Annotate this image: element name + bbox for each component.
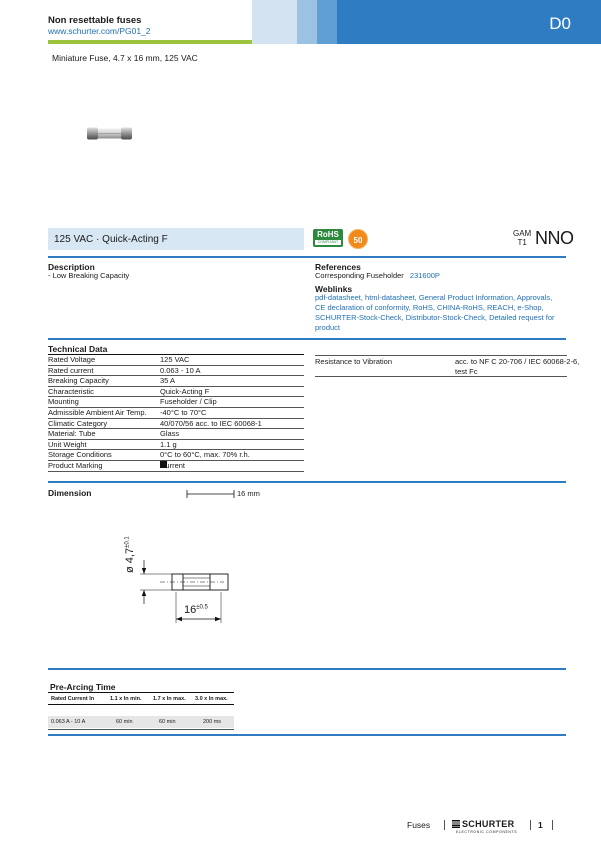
table-row (48, 461, 304, 472)
column-header: 3.0 x In max. (195, 696, 228, 702)
table-row (48, 419, 304, 430)
column-header: Rated Current In (51, 696, 95, 702)
section-divider (48, 256, 566, 258)
rohs-sub-label: COMPLIANT (315, 240, 341, 245)
table-value: 35 A (160, 376, 176, 386)
vibration-row (315, 355, 580, 377)
diameter-label (124, 536, 136, 573)
vibration-value-line1: acc. to NF C 20-706 / IEC 60068-2-6, (455, 357, 580, 366)
brand-name: SCHURTER (462, 819, 515, 829)
section-divider (48, 734, 566, 736)
table-bottom-rule (48, 729, 234, 730)
scale-bar (186, 489, 236, 499)
table-row (48, 440, 304, 451)
product-group-link[interactable]: www.schurter.com/PG01_2 (48, 26, 151, 36)
table-value: -40°C to 70°C (160, 408, 207, 417)
table-key: Mounting (48, 397, 79, 407)
table-value: 1.1 g (160, 439, 177, 449)
header-band (297, 0, 317, 44)
table-key: Storage Conditions (48, 450, 112, 460)
reference-label: Corresponding Fuseholder (315, 271, 404, 280)
table-row (48, 408, 304, 419)
fuseholder-link[interactable]: 231600P (409, 271, 440, 280)
schurter-logo (452, 819, 514, 829)
footer-category: Fuses (407, 820, 431, 830)
section-divider (48, 338, 566, 340)
description-heading: Description (48, 262, 95, 272)
table-key: Admissible Ambient Air Temp. (48, 408, 147, 417)
table-row (48, 429, 304, 440)
header-band (317, 0, 337, 44)
scale-label: 16 mm (237, 489, 260, 498)
fuse-dimension-drawing (120, 548, 230, 628)
table-key: Rated current (48, 365, 94, 375)
footer-separator (552, 820, 553, 830)
weblinks-line[interactable]: CE declaration of conformity, RoHS, CHINA-RoHS, REACH, e-Shop, (315, 303, 544, 312)
table-row (48, 376, 304, 387)
table-cell: 200 ms (203, 719, 222, 725)
table-value: 0.063 - 10 A (160, 365, 201, 375)
china-rohs-label: 50 (353, 236, 363, 245)
fuse-product-image (87, 127, 132, 140)
marking-text: Current (160, 461, 186, 470)
table-value: Fuseholder / Clip (160, 397, 217, 407)
table-key: Material: Tube (48, 429, 96, 439)
table-row (48, 450, 304, 461)
product-code: D0 (549, 14, 571, 33)
brand-subtitle: ELECTRONIC COMPONENTS (456, 830, 518, 834)
table-key: Product Marking (48, 461, 103, 470)
dimension-heading: Dimension (48, 488, 92, 498)
header-band (252, 0, 297, 44)
table-key: Climatic Category (48, 418, 108, 428)
table-row (48, 355, 304, 366)
weblinks-line[interactable]: product (315, 323, 341, 332)
table-cell: 60 min (159, 719, 176, 725)
page-number: 1 (538, 820, 543, 830)
table-row (48, 716, 234, 728)
reference-row (315, 271, 440, 281)
description-item: - Low Breaking Capacity (48, 271, 130, 280)
weblinks-line[interactable]: pdf-datasheet, html-datasheet, General Product Information, Approvals, (315, 293, 553, 302)
references-heading: References (315, 262, 361, 272)
pre-arcing-heading: Pre-Arcing Time (50, 682, 116, 692)
vibration-key: Resistance to Vibration (315, 357, 392, 366)
pre-arcing-header-row (48, 692, 234, 705)
table-value: 125 VAC (160, 355, 190, 364)
table-key: Unit Weight (48, 439, 87, 449)
diameter-value: ø 4,7 (124, 547, 136, 573)
table-row (48, 366, 304, 377)
schurter-logo-icon (452, 820, 460, 828)
nno-marking: NNO (535, 228, 574, 248)
diameter-tolerance: ±0.1 (124, 536, 131, 548)
rohs-compliant-icon (313, 229, 343, 247)
section-divider (48, 668, 566, 670)
technical-data-heading: Technical Data (48, 344, 108, 354)
table-cell: 0.063 A - 10 A (51, 719, 86, 725)
column-header: 1.7 x In max. (153, 696, 186, 702)
weblinks-heading: Weblinks (315, 284, 353, 294)
length-value: 16 (184, 604, 197, 616)
table-key: Rated Voltage (48, 355, 96, 364)
length-tolerance: ±0.5 (196, 604, 208, 611)
t1-label: T1 (517, 238, 527, 247)
gam-t1-marking (513, 229, 531, 247)
vibration-value-line2: test Fc (455, 367, 478, 376)
table-key: Breaking Capacity (48, 376, 109, 386)
section-divider (48, 481, 566, 483)
table-key: Characteristic (48, 386, 94, 396)
column-header: 1.1 x In min. (110, 696, 142, 702)
rating-text: 125 VAC · Quick-Acting F (54, 234, 168, 245)
footer-separator (530, 820, 531, 830)
document-category-title: Non resettable fuses (48, 15, 142, 26)
gam-label: GAM (513, 229, 532, 238)
weblinks-line[interactable]: SCHURTER-Stock-Check, Distributor-Stock-Check, Detailed request for (315, 313, 555, 322)
table-row (48, 387, 304, 398)
rohs-label: RoHS (317, 230, 339, 239)
table-value: 40/070/56 acc. to IEC 60068-1 (160, 418, 262, 428)
table-row (48, 397, 304, 408)
footer-separator (444, 820, 445, 830)
length-label (184, 604, 208, 616)
table-cell: 60 min (116, 719, 133, 725)
table-value: 0°C to 60°C, max. 70% r.h. (160, 450, 250, 460)
china-rohs-50-icon (348, 229, 368, 249)
product-subtitle: Miniature Fuse, 4.7 x 16 mm, 125 VAC (52, 53, 198, 63)
table-value: Quick-Acting F (160, 386, 210, 396)
header-accent-bar (48, 40, 276, 44)
table-value: Glass (160, 429, 180, 439)
